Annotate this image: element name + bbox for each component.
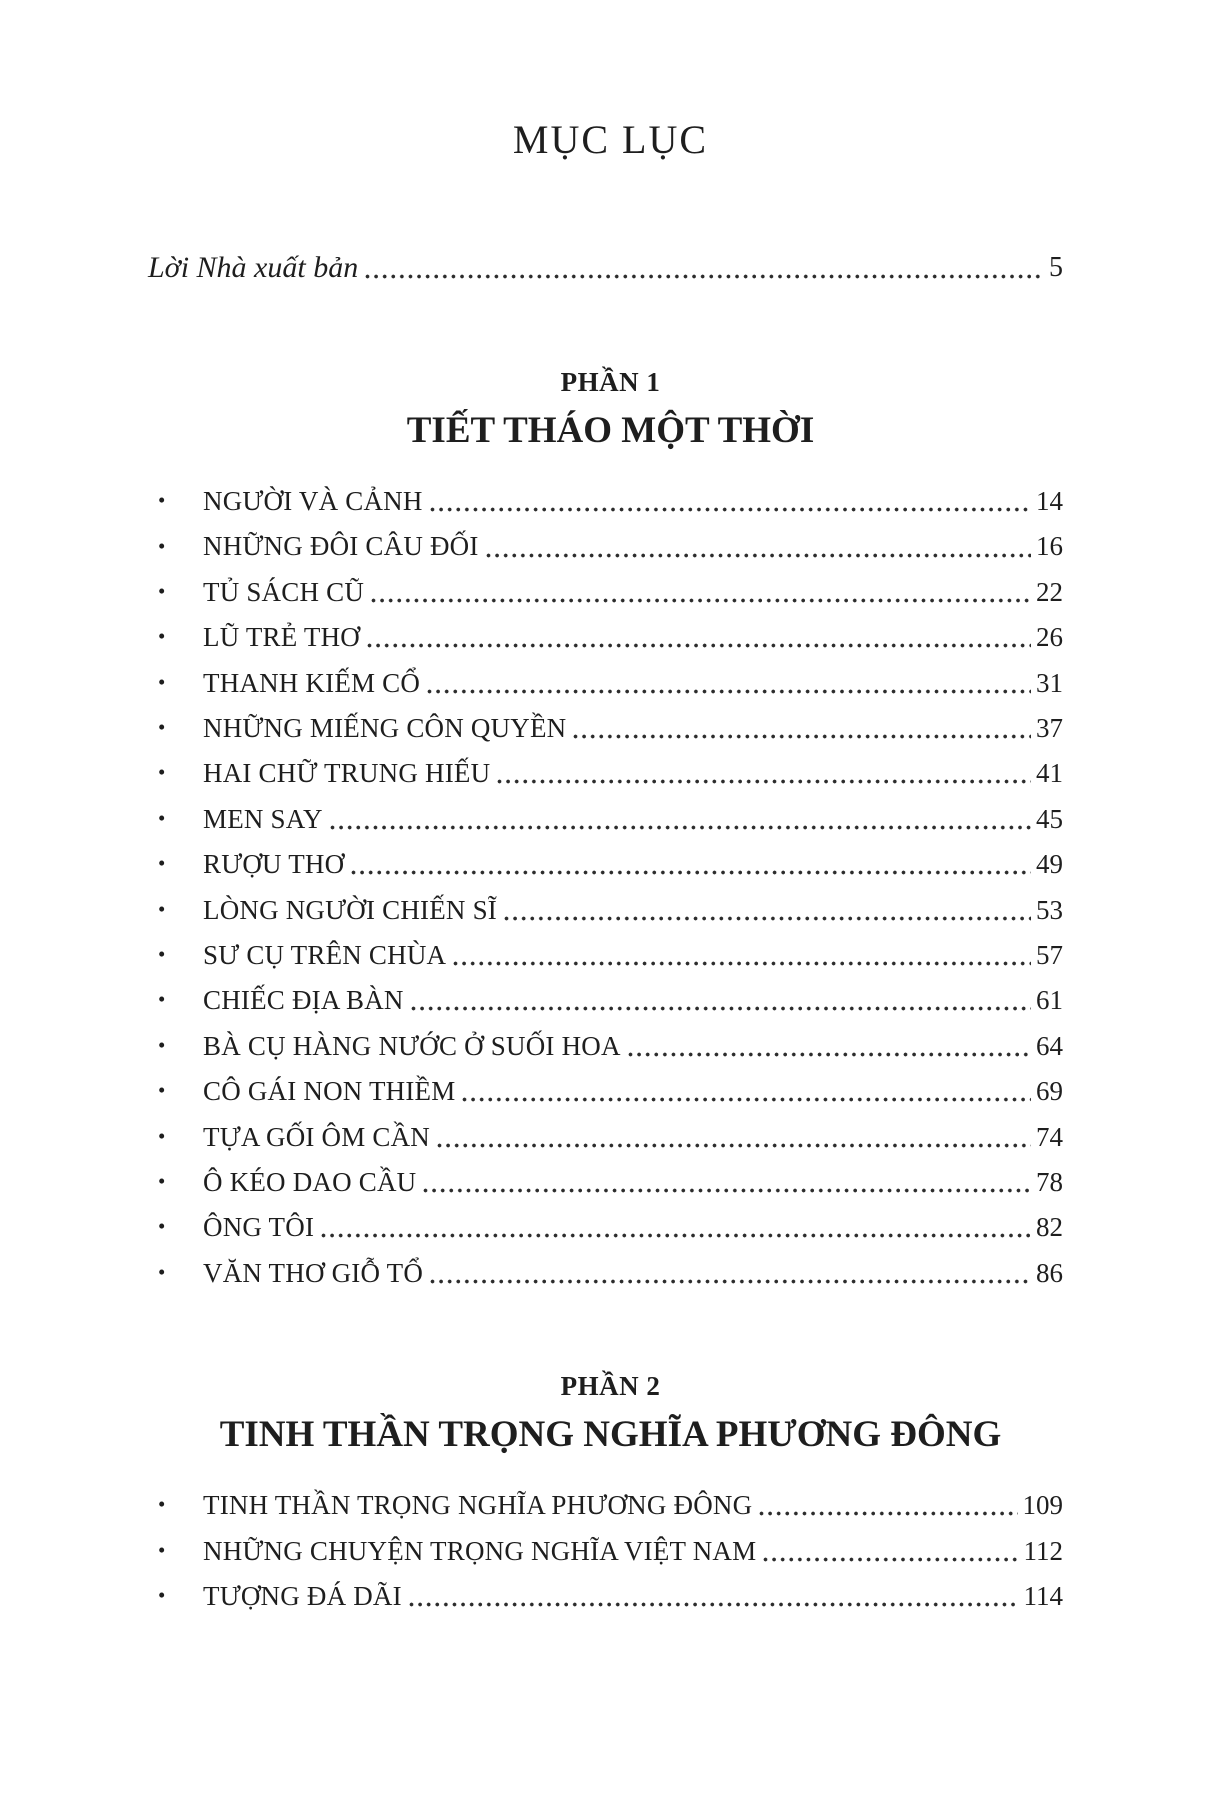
toc-item-label: RƯỢU THƠ (203, 849, 345, 880)
page-number: 16 (1036, 531, 1063, 562)
page-number: 37 (1036, 713, 1063, 743)
toc-item (148, 1200, 1063, 1245)
bullet-icon: • (158, 578, 166, 603)
part-label: PHẦN 2 (560, 1370, 661, 1401)
page-number: 53 (1036, 894, 1063, 925)
toc-item (148, 474, 1063, 519)
frontmatter-label: Lời Nhà xuất bản (148, 251, 359, 284)
toc-item (148, 1109, 1063, 1154)
toc-item-label: CHIẾC ĐỊA BÀN (203, 985, 404, 1016)
toc-item (148, 519, 1063, 564)
dot-leader (430, 1279, 1031, 1284)
toc-item-label: MEN SAY (203, 803, 323, 834)
part-title: TIẾT THÁO MỘT THỜI (406, 409, 815, 451)
page-number: 22 (1036, 576, 1063, 607)
dot-leader (759, 1511, 1017, 1516)
toc-part (0, 367, 1221, 1291)
toc-item-label: TƯỢNG ĐÁ DÃI (203, 1581, 402, 1612)
bullet-icon: • (158, 1583, 166, 1608)
toc-item-label: SƯ CỤ TRÊN CHÙA (203, 939, 447, 970)
dot-leader (497, 779, 1031, 784)
dot-leader (763, 1557, 1018, 1562)
dot-leader (423, 1188, 1031, 1193)
dot-leader (321, 1233, 1031, 1238)
dot-leader (573, 734, 1031, 739)
dot-leader (430, 507, 1031, 512)
toc-entry-frontmatter (148, 249, 1063, 287)
toc-item (148, 701, 1063, 746)
toc-item (148, 565, 1063, 610)
page-number: 82 (1036, 1212, 1063, 1243)
toc-item (148, 837, 1063, 882)
toc-item-label: TỦ SÁCH CŨ (203, 576, 365, 607)
page-number: 114 (1023, 1581, 1063, 1612)
page-number: 86 (1036, 1257, 1063, 1288)
toc-item (148, 1478, 1063, 1523)
bullet-icon: • (158, 1078, 166, 1103)
dot-leader (462, 1097, 1031, 1102)
toc-item-label: CÔ GÁI NON THIỀM (203, 1076, 456, 1107)
toc-item (148, 1245, 1063, 1290)
page-number: 5 (1049, 252, 1063, 284)
dot-leader (371, 598, 1031, 603)
toc-item (148, 882, 1063, 927)
toc-item-label: LÒNG NGƯỜI CHIẾN SĨ (203, 894, 497, 925)
bullet-icon: • (158, 1032, 166, 1057)
toc-item-label: VĂN THƠ GIỖ TỔ (203, 1257, 424, 1288)
page-number: 69 (1036, 1076, 1063, 1107)
toc-item-label: NHỮNG ĐÔI CÂU ĐỐI (203, 531, 479, 562)
page-number: 45 (1036, 803, 1063, 834)
parts (0, 367, 1221, 1615)
toc-item (148, 1569, 1063, 1614)
toc-item (148, 655, 1063, 700)
toc-item (148, 791, 1063, 836)
bullet-icon: • (158, 942, 166, 967)
toc-item (148, 928, 1063, 973)
page-number: 112 (1023, 1535, 1063, 1566)
bullet-icon: • (158, 1537, 166, 1562)
page-number: 78 (1036, 1166, 1063, 1197)
part-title: TINH THẦN TRỌNG NGHĨA PHƯƠNG ĐÔNG (219, 1413, 1002, 1455)
bullet-icon: • (158, 1169, 166, 1193)
part-items (148, 474, 1063, 1291)
part-items (148, 1478, 1063, 1614)
bullet-icon: • (158, 1123, 166, 1148)
bullet-icon: • (158, 1259, 166, 1284)
toc-item-label: NHỮNG MIẾNG CÔN QUYỀN (203, 713, 567, 743)
page-number: 61 (1036, 985, 1063, 1016)
bullet-icon: • (158, 851, 166, 876)
bullet-icon: • (158, 1492, 166, 1517)
toc-item (148, 973, 1063, 1018)
toc-item-label: ÔNG TÔI (203, 1212, 315, 1243)
page-number: 14 (1036, 486, 1063, 517)
bullet-icon: • (158, 715, 166, 740)
bullet-icon: • (158, 760, 166, 785)
part-label: PHẦN 1 (560, 366, 661, 397)
toc-part (0, 1371, 1221, 1614)
toc-item-label: TINH THẦN TRỌNG NGHĨA PHƯƠNG ĐÔNG (203, 1490, 753, 1521)
toc-item-label: NHỮNG CHUYỆN TRỌNG NGHĨA VIỆT NAM (203, 1535, 757, 1566)
bullet-icon: • (158, 533, 166, 558)
dot-leader (427, 689, 1031, 694)
dot-leader (365, 274, 1044, 279)
page-number: 74 (1036, 1121, 1063, 1152)
page-number: 64 (1036, 1030, 1063, 1061)
page-number: 109 (1022, 1490, 1063, 1521)
dot-leader (330, 825, 1031, 830)
toc-item (148, 1523, 1063, 1568)
page-number: 57 (1036, 939, 1063, 970)
page-number: 49 (1036, 849, 1063, 880)
toc-item (148, 746, 1063, 791)
bullet-icon: • (158, 624, 166, 649)
dot-leader (411, 1006, 1031, 1011)
page-number: 26 (1036, 622, 1063, 653)
toc-item (148, 1064, 1063, 1109)
dot-leader (367, 643, 1031, 648)
toc-item-label: LŨ TRẺ THƠ (203, 622, 360, 653)
bullet-icon: • (158, 669, 166, 694)
page-title: MỤC LỤC (512, 117, 709, 162)
bullet-icon: • (158, 1214, 166, 1239)
dot-leader (486, 553, 1031, 558)
toc-item-label: NGƯỜI VÀ CẢNH (203, 486, 423, 517)
toc-item-label: THANH KIẾM CỔ (203, 667, 421, 698)
bullet-icon: • (158, 488, 166, 513)
toc-item-label: BÀ CỤ HÀNG NƯỚC Ở SUỐI HOA (203, 1030, 621, 1061)
toc-item (148, 1155, 1063, 1200)
dot-leader (409, 1602, 1019, 1607)
dot-leader (504, 916, 1031, 921)
bullet-icon: • (158, 987, 166, 1012)
toc-item (148, 1018, 1063, 1063)
toc-item-label: TỰA GỐI ÔM CẦN (203, 1121, 431, 1152)
toc-item-label: HAI CHỮ TRUNG HIẾU (203, 758, 491, 789)
dot-leader (628, 1052, 1031, 1057)
page-number: 41 (1036, 758, 1063, 789)
page-number: 31 (1036, 667, 1063, 698)
dot-leader (437, 1143, 1031, 1148)
bullet-icon: • (158, 896, 166, 921)
bullet-icon: • (158, 805, 166, 830)
toc-item (148, 610, 1063, 655)
dot-leader (351, 870, 1031, 875)
dot-leader (453, 961, 1031, 966)
toc-item-label: Ô KÉO DAO CẦU (203, 1166, 417, 1197)
